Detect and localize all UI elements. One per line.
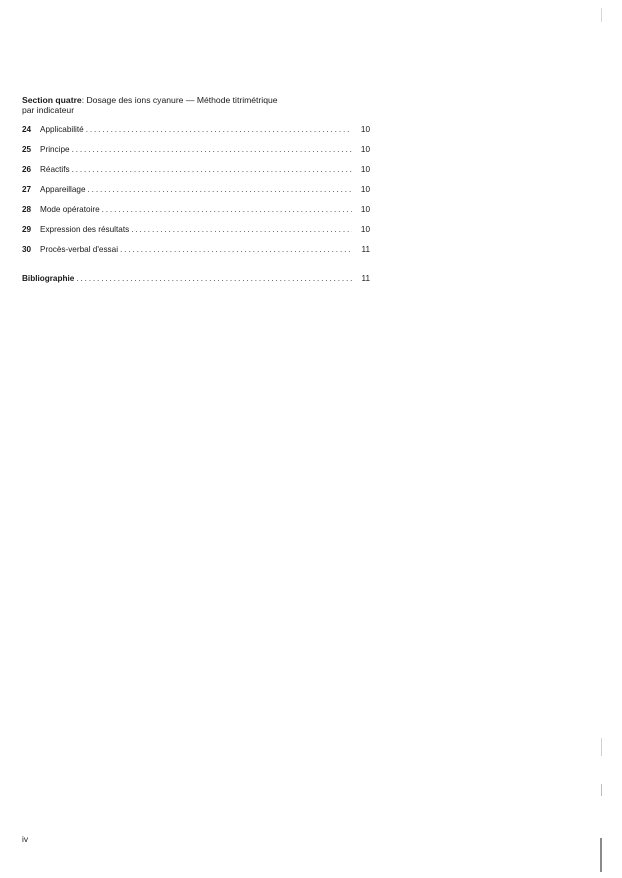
- toc-entry-27[interactable]: [22, 184, 370, 195]
- section-heading: [22, 95, 322, 115]
- toc-entry-page: 11: [361, 274, 370, 283]
- toc-dot-leader: [86, 124, 352, 135]
- toc-entry-bibliography[interactable]: [22, 273, 370, 284]
- toc-entry-page: 10: [360, 185, 370, 194]
- toc-entry-title: Appareillage: [40, 185, 86, 194]
- toc-entry-page: 11: [361, 245, 370, 254]
- toc-entry-title: Mode opératoire: [40, 205, 100, 214]
- toc-entry-30[interactable]: [22, 244, 370, 255]
- toc-entry-title: Bibliographie: [22, 274, 75, 283]
- toc-entry-26[interactable]: [22, 164, 370, 175]
- toc-entry-page: 10: [360, 205, 370, 214]
- toc-dot-leader: [120, 244, 352, 255]
- toc-entry-29[interactable]: [22, 224, 370, 235]
- toc-entry-number: 24: [22, 125, 32, 134]
- toc-dot-leader: [131, 224, 352, 235]
- scan-edge-mark: [601, 738, 602, 756]
- toc-entry-page: 10: [360, 125, 370, 134]
- toc-entry-24[interactable]: [22, 124, 370, 135]
- scan-edge-mark: [601, 8, 602, 22]
- scan-edge-mark: [601, 784, 602, 796]
- toc-entry-title: Réactifs: [40, 165, 70, 174]
- section-title-continuation: par indicateur: [22, 105, 75, 115]
- toc-entry-number: 25: [22, 145, 32, 154]
- toc-entry-title: Principe: [40, 145, 70, 154]
- section-title: : Dosage des ions cyanure — Méthode titrimétrique: [81, 95, 278, 105]
- toc-dot-leader: [72, 144, 352, 155]
- toc-entry-number: 29: [22, 225, 32, 234]
- toc-entry-number: 30: [22, 245, 32, 254]
- toc-entry-title: Expression des résultats: [40, 225, 130, 234]
- scan-edge-mark: [600, 838, 602, 872]
- toc-dot-leader: [102, 204, 352, 215]
- toc-entry-page: 10: [360, 165, 370, 174]
- toc-entry-number: 27: [22, 185, 32, 194]
- toc-entry-page: 10: [360, 145, 370, 154]
- page-folio: iv: [22, 834, 29, 844]
- toc-entry-number: 26: [22, 165, 32, 174]
- toc-entry-28[interactable]: [22, 204, 370, 215]
- toc-entry-25[interactable]: [22, 144, 370, 155]
- toc-dot-leader: [72, 164, 352, 175]
- toc-dot-leader: [76, 273, 352, 284]
- toc-dot-leader: [88, 184, 352, 195]
- section-label: Section quatre: [22, 95, 82, 105]
- toc-entry-page: 10: [360, 225, 370, 234]
- toc-entry-title: Procès-verbal d'essai: [40, 245, 119, 254]
- toc-entry-number: 28: [22, 205, 32, 214]
- toc-entry-title: Applicabilité: [40, 125, 84, 134]
